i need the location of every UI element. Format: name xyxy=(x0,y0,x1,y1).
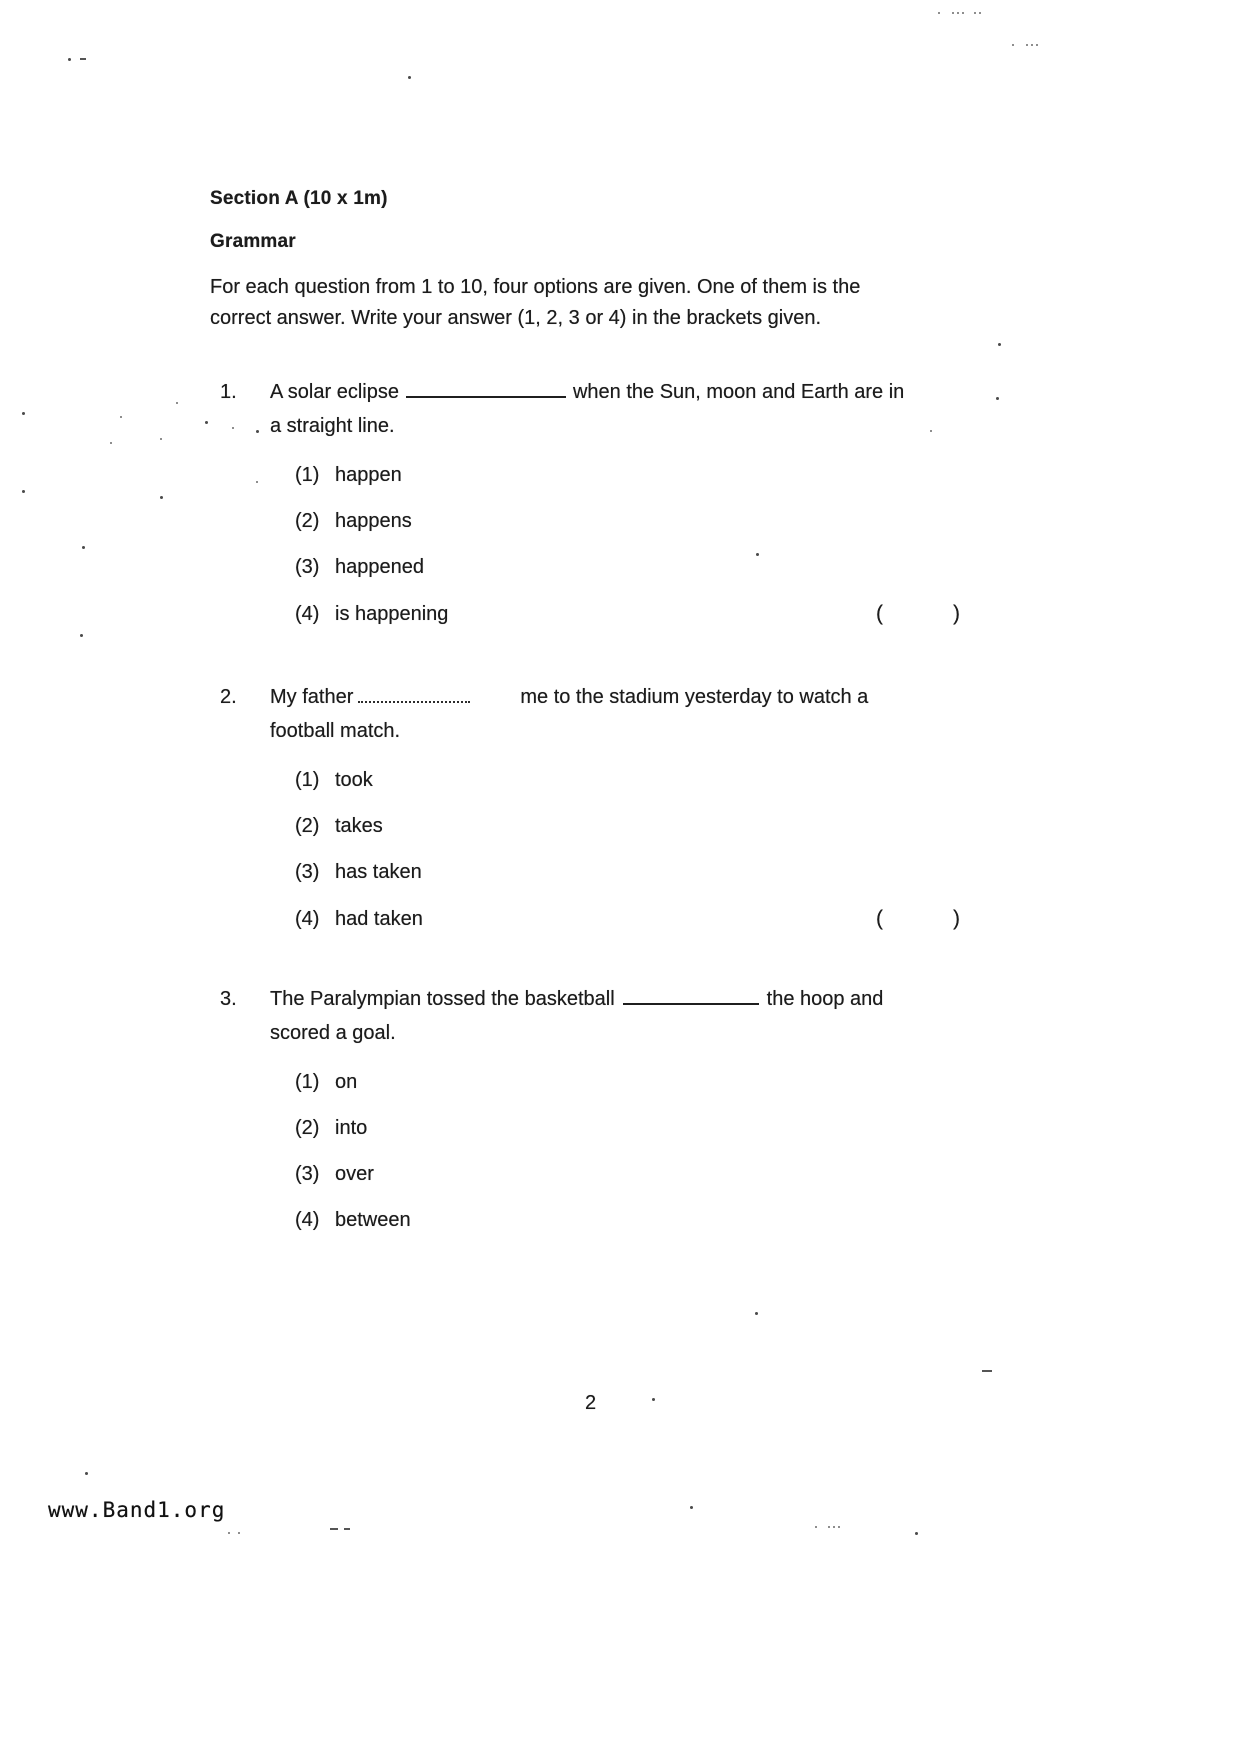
option-text: took xyxy=(335,769,373,791)
option-row xyxy=(295,510,960,530)
scan-speck xyxy=(80,634,83,637)
option-text: is happening xyxy=(335,603,449,625)
scan-speck xyxy=(756,553,759,556)
question-stem xyxy=(270,686,970,709)
option-label: (2) xyxy=(295,1117,320,1139)
options-list xyxy=(295,464,970,625)
option-label: (2) xyxy=(295,510,320,532)
scan-speck xyxy=(915,1532,918,1535)
option-label: (1) xyxy=(295,1071,320,1093)
option-row xyxy=(295,556,960,576)
scan-speck xyxy=(838,1526,840,1528)
bracket-close: ) xyxy=(953,907,960,930)
stem-before-blank: The Paralympian tossed the basketball xyxy=(270,988,615,1010)
option-row xyxy=(295,861,960,881)
option-row xyxy=(295,769,960,789)
scan-speck xyxy=(330,1528,338,1530)
option-label: (4) xyxy=(295,1209,320,1231)
stem-after-blank: when the Sun, moon and Earth are in xyxy=(572,381,905,403)
section-heading: Section A (10 x 1m) xyxy=(210,188,388,209)
scan-speck xyxy=(974,12,976,14)
scan-speck xyxy=(1036,44,1038,46)
answer-bracket xyxy=(876,602,960,626)
scan-speck xyxy=(232,427,234,429)
option-row xyxy=(295,815,960,835)
scan-speck xyxy=(205,421,208,424)
option-label: (3) xyxy=(295,556,320,578)
scan-speck xyxy=(238,1532,240,1534)
answer-blank xyxy=(623,988,759,1005)
option-label: (1) xyxy=(295,464,320,486)
bracket-open: ( xyxy=(876,602,883,625)
scan-speck xyxy=(982,1370,992,1372)
watermark-url: www.Band1.org xyxy=(48,1498,226,1522)
option-text: happened xyxy=(335,556,424,578)
scan-speck xyxy=(82,546,85,549)
scan-speck xyxy=(957,12,959,14)
scan-speck xyxy=(1026,44,1028,46)
scan-speck xyxy=(22,412,25,415)
scan-speck xyxy=(755,1312,758,1315)
scan-speck xyxy=(344,1528,350,1530)
scan-speck xyxy=(979,12,981,14)
question-2 xyxy=(210,686,1010,953)
scan-speck xyxy=(998,343,1001,346)
instructions xyxy=(210,272,1000,334)
option-row xyxy=(295,602,960,625)
scan-speck xyxy=(256,430,259,433)
option-row xyxy=(295,1071,960,1091)
answer-blank xyxy=(358,686,470,703)
stem-before-blank: My father xyxy=(270,686,354,708)
option-text: had taken xyxy=(335,908,423,930)
scan-speck xyxy=(176,402,178,404)
option-text: has taken xyxy=(335,861,422,883)
scan-speck xyxy=(938,12,940,14)
page-number: 2 xyxy=(585,1392,597,1414)
question-stem xyxy=(270,988,970,1011)
scan-speck xyxy=(828,1526,830,1528)
option-text: into xyxy=(335,1117,368,1139)
question-1 xyxy=(210,381,1010,648)
option-row xyxy=(295,1163,960,1183)
scan-speck xyxy=(68,58,71,61)
scan-speck xyxy=(256,481,258,483)
scan-speck xyxy=(110,442,112,444)
option-label: (3) xyxy=(295,1163,320,1185)
subject-heading: Grammar xyxy=(210,231,296,252)
option-label: (1) xyxy=(295,769,320,791)
stem-after-blank: the hoop and xyxy=(766,988,884,1010)
question-stem-line2: a straight line. xyxy=(270,415,395,437)
scan-speck xyxy=(228,1532,230,1534)
option-text: on xyxy=(335,1071,358,1093)
option-row xyxy=(295,1209,960,1229)
question-stem-line2: football match. xyxy=(270,720,401,742)
scan-speck xyxy=(120,416,122,418)
scan-speck xyxy=(930,430,932,432)
bracket-close: ) xyxy=(953,602,960,625)
scan-speck xyxy=(408,76,411,79)
scan-speck xyxy=(815,1526,817,1528)
scan-speck xyxy=(1012,44,1014,46)
question-3 xyxy=(210,988,1010,1255)
scan-speck xyxy=(952,12,954,14)
options-list xyxy=(295,1071,970,1229)
question-stem xyxy=(270,381,970,404)
option-row xyxy=(295,1117,960,1137)
option-label: (4) xyxy=(295,603,320,625)
stem-after-blank: me to the stadium yesterday to watch a xyxy=(520,686,869,708)
option-text: over xyxy=(335,1163,374,1185)
option-row xyxy=(295,907,960,930)
option-label: (2) xyxy=(295,815,320,837)
option-text: between xyxy=(335,1209,411,1231)
scan-speck xyxy=(833,1526,835,1528)
question-number: 3. xyxy=(220,988,237,1010)
instructions-line2: correct answer. Write your answer (1, 2, 3 or 4) in the brackets given. xyxy=(210,307,821,329)
scan-speck xyxy=(22,490,25,493)
bracket-open: ( xyxy=(876,907,883,930)
answer-blank xyxy=(406,381,566,398)
question-stem-line2: scored a goal. xyxy=(270,1022,396,1044)
scan-speck xyxy=(962,12,964,14)
scan-speck xyxy=(85,1472,88,1475)
scan-speck xyxy=(160,496,163,499)
scan-speck xyxy=(652,1398,655,1401)
option-label: (4) xyxy=(295,908,320,930)
option-text: happens xyxy=(335,510,412,532)
option-label: (3) xyxy=(295,861,320,883)
stem-before-blank: A solar eclipse xyxy=(270,381,399,403)
option-text: takes xyxy=(335,815,383,837)
instructions-line1: For each question from 1 to 10, four options are given. One of them is the xyxy=(210,276,861,298)
scan-speck xyxy=(996,397,999,400)
scan-speck xyxy=(1031,44,1033,46)
option-text: happen xyxy=(335,464,402,486)
scan-speck xyxy=(80,58,86,60)
question-number: 1. xyxy=(220,381,237,403)
answer-bracket xyxy=(876,907,960,931)
scan-speck xyxy=(160,438,162,440)
question-number: 2. xyxy=(220,686,237,708)
options-list xyxy=(295,769,970,930)
option-row xyxy=(295,464,960,484)
scan-speck xyxy=(690,1506,693,1509)
